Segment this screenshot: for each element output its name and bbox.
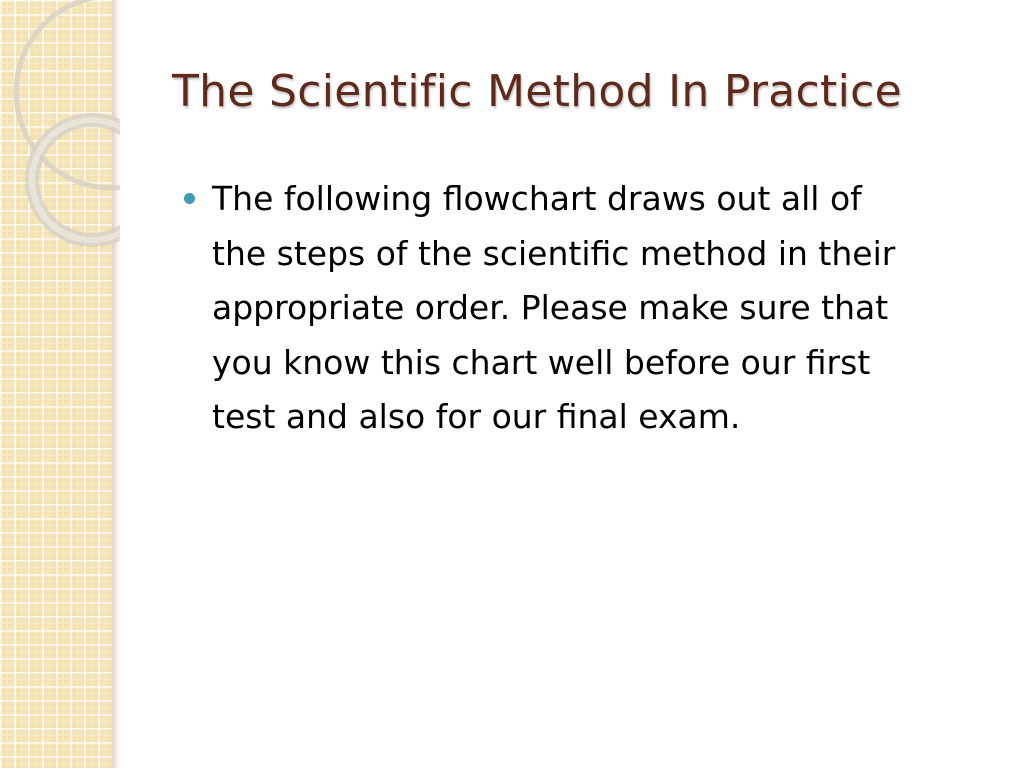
bullet-item bbox=[180, 172, 980, 445]
slide-body bbox=[180, 172, 980, 445]
bullet-dot-icon bbox=[184, 193, 195, 204]
bullet-text-line: The following flowchart draws out all of bbox=[212, 179, 862, 218]
bullet-text-line: you know this chart well before our first bbox=[212, 342, 871, 382]
bullet-text-line: the steps of the scientific method in their bbox=[212, 233, 896, 273]
slide-title: The Scientific Method In Practice bbox=[172, 66, 902, 117]
decorative-rings bbox=[0, 0, 120, 260]
bullet-text-line: test and also for our final exam. bbox=[212, 397, 741, 436]
bullet-text-line: appropriate order. Please make sure that bbox=[212, 288, 889, 327]
